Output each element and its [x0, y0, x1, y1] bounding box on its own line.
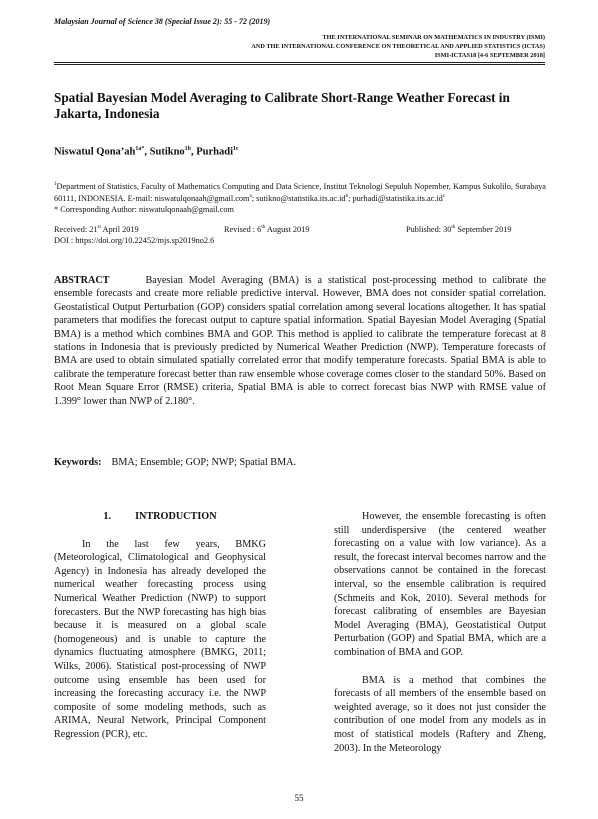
keywords-text: BMA; Ensemble; GOP; NWP; Spatial BMA. [111, 457, 297, 468]
section-title: INTRODUCTION [135, 511, 217, 522]
received-date [54, 223, 139, 235]
author-affiliation-mark: 1a* [135, 146, 145, 152]
author-name: Niswatul Qona’ah [54, 146, 136, 158]
email-mark: b [345, 194, 349, 200]
abstract-text: Bayesian Model Averaging (BMA) is a statistical post-processing method to calibrate the ensemble forecasts and create more reliable predictive interval. However, BMA does not consider spatial correlation. Geostatistical Output Perturbation (GOP) considers spatial correlation among several locations altogether. It has spatial parameters that modifies the forecast output to capture spatial information. Spatial Bayesian Model Averaging (Spatial BMA) is a method which combines BMA and GOP. This method is applied to calibrate the temperature forecast at 8 stations in Indonesia that is previously predicted by Numerical Weather Prediction (NWP). Temperature forecasts of BMA are used to obtain simulated spatially correlated error that modify temperature forecasts. Spatial BMA is able to calibrate the temperature forecast better than raw ensemble whose coverage comes closer to the standard 50%. Based on Root Mean Square Error (RMSE) criteria, Spatial BMA is able to correct forecast bias NWP with RMSE value of 1.399° lower than NWP of 2.180°. [54, 275, 546, 407]
paper-title: Spatial Bayesian Model Averaging to Calibrate Short-Range Weather Forecast in Jakarta, Indonesia [54, 90, 510, 121]
header-rule-bottom [54, 64, 545, 65]
column-left [54, 510, 266, 742]
keywords [54, 457, 296, 468]
email-mark: c [442, 194, 446, 200]
journal-citation: Malaysian Journal of Science 38 (Special Issue 2): 55 - 72 (2019) [54, 17, 271, 26]
email-link: ; sutikno@statistika.its.ac.id [251, 194, 346, 204]
author-name: Sutikno [149, 146, 185, 158]
author-list [54, 146, 239, 158]
date-suffix: th [261, 225, 266, 230]
affiliation-mark: 1 [54, 182, 57, 187]
date-suffix: st [97, 225, 101, 230]
paragraph: However, the ensemble forecasting is often still underdispersive (the centered weather forecasting on a value with low variance). As a result, the forecast interval becomes narrow and the observations cannot be contained in the forecast interval, so the ensemble calibration is required (Schmeits and Kok, 2010). Several methods for forecast calibrating of ensembles are Bayesian Model Averaging (BMA), Geostatistical Output Perturbation (GOP) and Spatial BMA, which are a combination of BMA and GOP. [334, 511, 546, 658]
paragraph: BMA is a method that combines the forecasts of all members of the ensemble based on weighted average, so it does not just consider the contribution of one model from any models as in most of statistical models (Raftery and Zheng, 2003). In the Meteorology [334, 674, 546, 754]
date-text: August 2019 [265, 224, 310, 234]
date-text: Received: 21 [54, 224, 98, 234]
revised-date [224, 223, 310, 235]
email-link: ; purhadi@statistika.its.ac.id [348, 194, 443, 204]
author-affiliation-mark: 1c [233, 146, 239, 152]
seminar-line-1: THE INTERNATIONAL SEMINAR ON MATHEMATICS IN INDUSTRY (ISMI) [322, 34, 545, 41]
corresponding-author: * Corresponding Author: niswatulqonaah@gmail.com [54, 204, 235, 214]
date-text: April 2019 [100, 224, 139, 234]
keywords-label: Keywords: [54, 457, 102, 468]
column-right [334, 510, 546, 755]
seminar-line-2: AND THE INTERNATIONAL CONFERENCE ON THEORETICAL AND APPLIED STATISTICS (ICTAS) [251, 43, 545, 50]
author-separator: , [191, 146, 197, 158]
abstract-heading: ABSTRACT [54, 275, 110, 286]
section-number: 1. [103, 511, 112, 522]
affiliation-block [54, 180, 546, 216]
paragraph: In the last few years, BMKG (Meteorological, Climatological and Geophysical Agency) in Indonesia has already developed the numerical weather forecasting process using Numerical Weather Prediction (NWP) to support forecasters. But the NWP forecasting has high bias because it is measured on a global scale (homogeneous) and is unable to capture the dynamics fluctuating atmosphere (BMKG, 2011; Wilks, 2006). Statistical post-processing of NWP outcome using ensemble has been used for increasing the forecasting accuracy i.e. the NWP composite of some modeling methods, such as ARIMA, Neural Network, Principal Component Regression (PCR), etc. [54, 538, 266, 740]
date-text: Published: 30 [406, 224, 452, 234]
email-mark: a [249, 194, 252, 200]
page-number: 55 [294, 793, 304, 803]
date-text: September 2019 [455, 224, 512, 234]
author-affiliation-mark: 1b [184, 146, 192, 152]
author-separator: , [144, 146, 150, 158]
author-name: Purhadi [196, 146, 234, 158]
date-text: Revised : 6 [224, 224, 262, 234]
abstract [54, 274, 546, 408]
seminar-header [125, 33, 545, 60]
doi-link[interactable]: DOI : https://doi.org/10.22452/mjs.sp2019no2.6 [54, 236, 215, 245]
section-heading [54, 510, 266, 524]
date-suffix: th [451, 225, 456, 230]
seminar-line-3: ISMI-ICTAS18 [4-6 SEPTEMBER 2018] [434, 52, 545, 59]
affiliation-text: Department of Statistics, Faculty of Mathematics Computing and Data Science, Institut Teknologi Sepuluh Nopember, Kampus Sukolilo, Surabaya 60111, INDONESIA. E-mail: niswatulqonaah@gmail.com [54, 181, 546, 204]
published-date [406, 223, 512, 235]
header-rule-top [54, 62, 545, 63]
